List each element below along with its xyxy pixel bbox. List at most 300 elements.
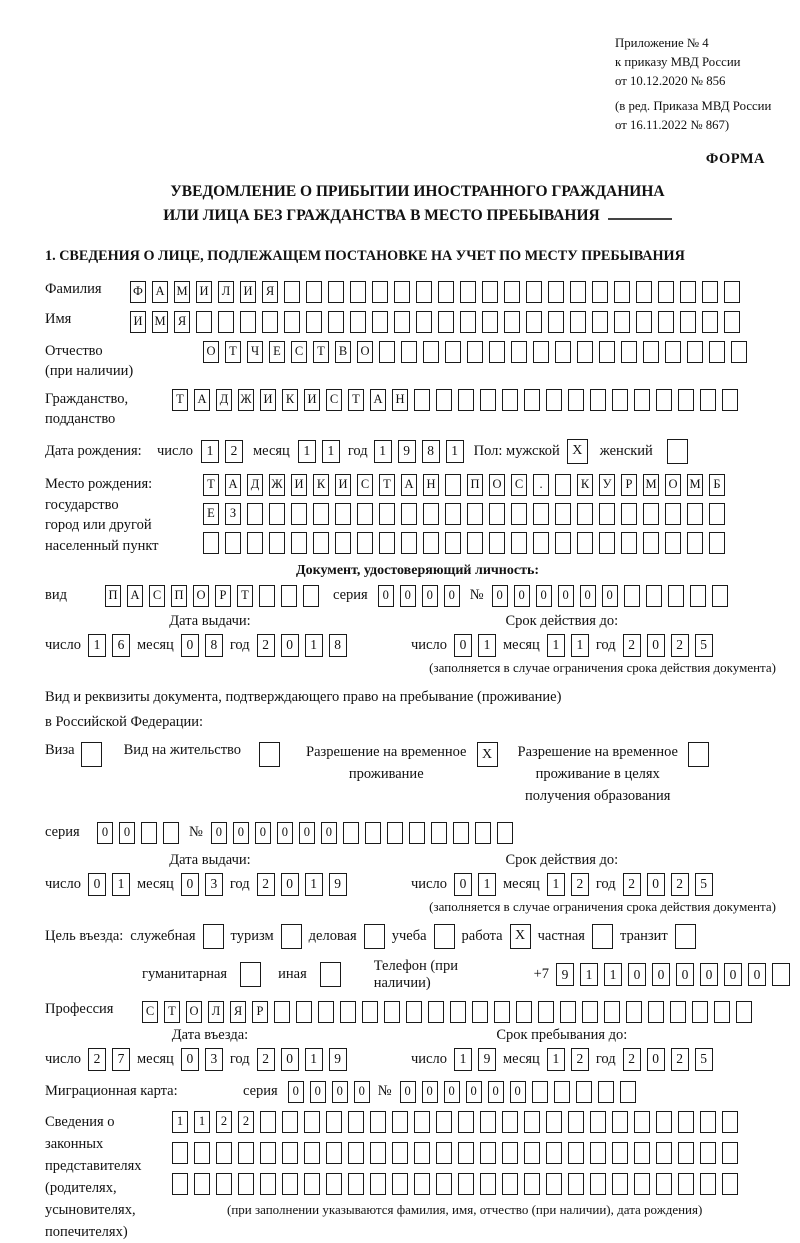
char-cell[interactable] (480, 389, 496, 411)
char-cell[interactable] (700, 1173, 716, 1195)
char-cell[interactable]: Т (164, 1001, 180, 1023)
char-cell[interactable]: 0 (514, 585, 530, 607)
char-cell[interactable]: 0 (466, 1081, 482, 1103)
char-cell[interactable] (416, 311, 432, 333)
char-cell[interactable]: Т (237, 585, 253, 607)
char-cell[interactable]: М (687, 474, 703, 496)
char-cell[interactable] (458, 389, 474, 411)
char-cell[interactable] (502, 1142, 518, 1164)
char-cell[interactable] (392, 1111, 408, 1133)
char-cell[interactable] (431, 822, 447, 844)
char-cell[interactable] (458, 1111, 474, 1133)
char-cell[interactable]: И (335, 474, 351, 496)
char-cell[interactable] (656, 1111, 672, 1133)
char-cell[interactable]: 0 (354, 1081, 370, 1103)
char-cell[interactable] (489, 341, 505, 363)
char-cell[interactable]: 1 (446, 440, 464, 463)
char-cell[interactable] (524, 389, 540, 411)
char-cell[interactable]: 9 (478, 1048, 496, 1071)
char-cell[interactable] (624, 585, 640, 607)
char-cell[interactable] (690, 585, 706, 607)
purpose-tourism-checkbox[interactable] (281, 924, 302, 949)
char-cell[interactable] (414, 1142, 430, 1164)
char-cell[interactable]: 1 (571, 634, 589, 657)
char-cell[interactable]: Р (252, 1001, 268, 1023)
char-cell[interactable] (172, 1142, 188, 1164)
char-cell[interactable]: А (225, 474, 241, 496)
char-cell[interactable] (700, 389, 716, 411)
char-cell[interactable] (502, 1173, 518, 1195)
char-cell[interactable] (599, 341, 615, 363)
char-cell[interactable] (348, 1111, 364, 1133)
char-cell[interactable] (538, 1001, 554, 1023)
char-cell[interactable]: 0 (724, 963, 742, 986)
char-cell[interactable] (370, 1173, 386, 1195)
char-cell[interactable]: 7 (112, 1048, 130, 1071)
char-cell[interactable] (348, 1173, 364, 1195)
char-cell[interactable] (511, 341, 527, 363)
char-cell[interactable] (296, 1001, 312, 1023)
char-cell[interactable]: Т (348, 389, 364, 411)
char-cell[interactable] (260, 1173, 276, 1195)
char-cell[interactable]: 2 (225, 440, 243, 463)
char-cell[interactable] (502, 389, 518, 411)
char-cell[interactable]: Ф (130, 281, 146, 303)
char-cell[interactable] (401, 503, 417, 525)
char-cell[interactable]: 1 (478, 634, 496, 657)
char-cell[interactable] (555, 532, 571, 554)
char-cell[interactable]: 1 (478, 873, 496, 896)
char-cell[interactable]: 1 (305, 1048, 323, 1071)
char-cell[interactable]: Н (423, 474, 439, 496)
char-cell[interactable] (634, 1142, 650, 1164)
char-cell[interactable] (546, 389, 562, 411)
char-cell[interactable]: С (326, 389, 342, 411)
char-cell[interactable] (362, 1001, 378, 1023)
char-cell[interactable]: А (401, 474, 417, 496)
char-cell[interactable]: З (225, 503, 241, 525)
char-cell[interactable]: Т (225, 341, 241, 363)
char-cell[interactable] (598, 1081, 614, 1103)
char-cell[interactable] (577, 503, 593, 525)
char-cell[interactable] (467, 341, 483, 363)
char-cell[interactable] (592, 281, 608, 303)
char-cell[interactable] (194, 1173, 210, 1195)
char-cell[interactable] (163, 822, 179, 844)
char-cell[interactable]: Р (215, 585, 231, 607)
char-cell[interactable] (643, 341, 659, 363)
char-cell[interactable]: 2 (623, 873, 641, 896)
char-cell[interactable]: Р (621, 474, 637, 496)
char-cell[interactable] (282, 1173, 298, 1195)
char-cell[interactable] (262, 311, 278, 333)
char-cell[interactable] (379, 341, 395, 363)
purpose-transit-checkbox[interactable] (675, 924, 696, 949)
char-cell[interactable] (348, 1142, 364, 1164)
char-cell[interactable]: П (467, 474, 483, 496)
char-cell[interactable]: 9 (556, 963, 574, 986)
char-cell[interactable] (702, 281, 718, 303)
char-cell[interactable] (709, 532, 725, 554)
char-cell[interactable]: 1 (305, 873, 323, 896)
char-cell[interactable] (678, 1142, 694, 1164)
char-cell[interactable] (665, 532, 681, 554)
char-cell[interactable] (656, 389, 672, 411)
char-cell[interactable] (656, 1142, 672, 1164)
char-cell[interactable] (599, 532, 615, 554)
char-cell[interactable] (712, 585, 728, 607)
char-cell[interactable]: Е (203, 503, 219, 525)
char-cell[interactable] (504, 281, 520, 303)
char-cell[interactable]: 1 (298, 440, 316, 463)
char-cell[interactable] (392, 1142, 408, 1164)
char-cell[interactable] (612, 1142, 628, 1164)
char-cell[interactable] (269, 503, 285, 525)
char-cell[interactable] (634, 1173, 650, 1195)
char-cell[interactable] (568, 1173, 584, 1195)
char-cell[interactable]: 1 (547, 873, 565, 896)
char-cell[interactable]: Л (208, 1001, 224, 1023)
char-cell[interactable] (604, 1001, 620, 1023)
char-cell[interactable] (724, 281, 740, 303)
char-cell[interactable] (372, 311, 388, 333)
char-cell[interactable]: В (335, 341, 351, 363)
char-cell[interactable] (313, 532, 329, 554)
char-cell[interactable]: 0 (454, 873, 472, 896)
char-cell[interactable]: И (130, 311, 146, 333)
char-cell[interactable]: 0 (444, 1081, 460, 1103)
visa-checkbox[interactable] (81, 742, 102, 767)
char-cell[interactable] (406, 1001, 422, 1023)
char-cell[interactable] (291, 503, 307, 525)
char-cell[interactable]: Д (216, 389, 232, 411)
char-cell[interactable] (458, 1142, 474, 1164)
char-cell[interactable] (577, 532, 593, 554)
char-cell[interactable]: У (599, 474, 615, 496)
char-cell[interactable]: 6 (112, 634, 130, 657)
char-cell[interactable] (524, 1173, 540, 1195)
char-cell[interactable] (247, 532, 263, 554)
char-cell[interactable] (577, 341, 593, 363)
char-cell[interactable] (365, 822, 381, 844)
char-cell[interactable] (678, 389, 694, 411)
char-cell[interactable]: 2 (88, 1048, 106, 1071)
char-cell[interactable]: Е (269, 341, 285, 363)
char-cell[interactable] (291, 532, 307, 554)
purpose-humanitarian-checkbox[interactable] (240, 962, 261, 987)
char-cell[interactable] (284, 311, 300, 333)
char-cell[interactable]: О (186, 1001, 202, 1023)
char-cell[interactable]: 0 (647, 634, 665, 657)
char-cell[interactable] (724, 311, 740, 333)
char-cell[interactable] (592, 311, 608, 333)
char-cell[interactable] (384, 1001, 400, 1023)
char-cell[interactable]: 3 (205, 1048, 223, 1071)
char-cell[interactable]: 0 (88, 873, 106, 896)
purpose-business-checkbox[interactable] (364, 924, 385, 949)
char-cell[interactable]: 8 (329, 634, 347, 657)
char-cell[interactable]: 0 (676, 963, 694, 986)
char-cell[interactable] (554, 1081, 570, 1103)
char-cell[interactable] (467, 532, 483, 554)
char-cell[interactable] (576, 1081, 592, 1103)
char-cell[interactable]: С (511, 474, 527, 496)
char-cell[interactable]: 5 (695, 873, 713, 896)
char-cell[interactable]: Я (174, 311, 190, 333)
char-cell[interactable]: 1 (547, 1048, 565, 1071)
char-cell[interactable]: Т (172, 389, 188, 411)
char-cell[interactable] (218, 311, 234, 333)
char-cell[interactable] (480, 1111, 496, 1133)
char-cell[interactable] (141, 822, 157, 844)
char-cell[interactable] (614, 311, 630, 333)
char-cell[interactable] (194, 1142, 210, 1164)
char-cell[interactable] (620, 1081, 636, 1103)
char-cell[interactable]: 0 (378, 585, 394, 607)
char-cell[interactable] (722, 1173, 738, 1195)
char-cell[interactable] (172, 1173, 188, 1195)
char-cell[interactable] (582, 1001, 598, 1023)
purpose-study-checkbox[interactable] (434, 924, 455, 949)
char-cell[interactable]: К (282, 389, 298, 411)
char-cell[interactable]: Т (379, 474, 395, 496)
char-cell[interactable] (260, 1142, 276, 1164)
char-cell[interactable]: Я (230, 1001, 246, 1023)
char-cell[interactable] (387, 822, 403, 844)
char-cell[interactable]: 0 (422, 1081, 438, 1103)
char-cell[interactable] (494, 1001, 510, 1023)
char-cell[interactable] (722, 1142, 738, 1164)
char-cell[interactable]: Т (313, 341, 329, 363)
char-cell[interactable] (646, 585, 662, 607)
char-cell[interactable]: 0 (181, 1048, 199, 1071)
char-cell[interactable]: 0 (444, 585, 460, 607)
char-cell[interactable]: 0 (181, 873, 199, 896)
char-cell[interactable] (453, 822, 469, 844)
char-cell[interactable]: 1 (112, 873, 130, 896)
residence-permit-checkbox[interactable] (259, 742, 280, 767)
char-cell[interactable]: 2 (257, 634, 275, 657)
char-cell[interactable] (670, 1001, 686, 1023)
char-cell[interactable]: О (203, 341, 219, 363)
char-cell[interactable]: 0 (97, 822, 113, 844)
char-cell[interactable]: 2 (257, 1048, 275, 1071)
char-cell[interactable] (548, 311, 564, 333)
char-cell[interactable]: 0 (488, 1081, 504, 1103)
char-cell[interactable] (480, 1142, 496, 1164)
char-cell[interactable] (438, 311, 454, 333)
char-cell[interactable]: П (171, 585, 187, 607)
char-cell[interactable] (225, 532, 241, 554)
char-cell[interactable]: С (357, 474, 373, 496)
char-cell[interactable]: 0 (510, 1081, 526, 1103)
char-cell[interactable] (423, 341, 439, 363)
char-cell[interactable]: 0 (400, 585, 416, 607)
char-cell[interactable] (326, 1111, 342, 1133)
char-cell[interactable] (678, 1173, 694, 1195)
char-cell[interactable]: 1 (374, 440, 392, 463)
char-cell[interactable] (445, 474, 461, 496)
char-cell[interactable] (372, 281, 388, 303)
char-cell[interactable] (526, 311, 542, 333)
char-cell[interactable]: 1 (547, 634, 565, 657)
char-cell[interactable]: 9 (329, 873, 347, 896)
char-cell[interactable]: П (105, 585, 121, 607)
char-cell[interactable] (678, 1111, 694, 1133)
char-cell[interactable]: . (533, 474, 549, 496)
char-cell[interactable] (326, 1142, 342, 1164)
char-cell[interactable] (648, 1001, 664, 1023)
char-cell[interactable]: Н (392, 389, 408, 411)
char-cell[interactable]: А (194, 389, 210, 411)
char-cell[interactable] (379, 503, 395, 525)
char-cell[interactable] (472, 1001, 488, 1023)
char-cell[interactable]: 9 (329, 1048, 347, 1071)
char-cell[interactable]: 1 (194, 1111, 210, 1133)
char-cell[interactable] (306, 311, 322, 333)
char-cell[interactable] (196, 311, 212, 333)
char-cell[interactable]: С (142, 1001, 158, 1023)
char-cell[interactable] (350, 311, 366, 333)
char-cell[interactable] (480, 1173, 496, 1195)
char-cell[interactable] (357, 532, 373, 554)
char-cell[interactable]: 0 (748, 963, 766, 986)
char-cell[interactable] (340, 1001, 356, 1023)
char-cell[interactable] (423, 503, 439, 525)
char-cell[interactable] (511, 503, 527, 525)
char-cell[interactable] (570, 311, 586, 333)
char-cell[interactable] (313, 503, 329, 525)
char-cell[interactable] (414, 1173, 430, 1195)
char-cell[interactable] (502, 1111, 518, 1133)
char-cell[interactable] (304, 1173, 320, 1195)
char-cell[interactable] (274, 1001, 290, 1023)
char-cell[interactable]: 0 (211, 822, 227, 844)
char-cell[interactable]: 1 (322, 440, 340, 463)
char-cell[interactable]: 0 (700, 963, 718, 986)
char-cell[interactable] (546, 1111, 562, 1133)
purpose-private-checkbox[interactable] (592, 924, 613, 949)
char-cell[interactable]: 0 (602, 585, 618, 607)
char-cell[interactable] (282, 1111, 298, 1133)
edu-residence-checkbox[interactable] (688, 742, 709, 767)
char-cell[interactable] (436, 389, 452, 411)
char-cell[interactable] (370, 1142, 386, 1164)
char-cell[interactable] (634, 1111, 650, 1133)
char-cell[interactable] (692, 1001, 708, 1023)
char-cell[interactable]: 0 (647, 1048, 665, 1071)
char-cell[interactable] (555, 474, 571, 496)
char-cell[interactable] (306, 281, 322, 303)
char-cell[interactable]: 2 (623, 634, 641, 657)
char-cell[interactable] (700, 1111, 716, 1133)
char-cell[interactable] (634, 389, 650, 411)
char-cell[interactable] (665, 503, 681, 525)
char-cell[interactable] (621, 341, 637, 363)
char-cell[interactable] (687, 341, 703, 363)
char-cell[interactable] (590, 1173, 606, 1195)
char-cell[interactable]: М (152, 311, 168, 333)
char-cell[interactable]: 1 (88, 634, 106, 657)
char-cell[interactable]: 5 (695, 634, 713, 657)
char-cell[interactable]: 2 (238, 1111, 254, 1133)
char-cell[interactable] (445, 532, 461, 554)
char-cell[interactable] (409, 822, 425, 844)
char-cell[interactable]: М (643, 474, 659, 496)
char-cell[interactable]: О (193, 585, 209, 607)
char-cell[interactable] (614, 281, 630, 303)
char-cell[interactable]: О (357, 341, 373, 363)
char-cell[interactable] (489, 532, 505, 554)
char-cell[interactable] (680, 281, 696, 303)
char-cell[interactable]: И (196, 281, 212, 303)
char-cell[interactable] (570, 281, 586, 303)
char-cell[interactable] (436, 1111, 452, 1133)
char-cell[interactable]: 2 (571, 873, 589, 896)
char-cell[interactable] (714, 1001, 730, 1023)
char-cell[interactable] (709, 503, 725, 525)
char-cell[interactable] (516, 1001, 532, 1023)
char-cell[interactable] (612, 1111, 628, 1133)
char-cell[interactable]: 0 (536, 585, 552, 607)
char-cell[interactable]: 0 (288, 1081, 304, 1103)
char-cell[interactable] (269, 532, 285, 554)
purpose-work-checkbox[interactable]: X (510, 924, 531, 949)
char-cell[interactable]: А (152, 281, 168, 303)
char-cell[interactable]: 0 (628, 963, 646, 986)
char-cell[interactable] (504, 311, 520, 333)
char-cell[interactable] (590, 1142, 606, 1164)
char-cell[interactable]: Л (218, 281, 234, 303)
char-cell[interactable]: О (665, 474, 681, 496)
char-cell[interactable] (394, 281, 410, 303)
char-cell[interactable] (357, 503, 373, 525)
char-cell[interactable]: 0 (332, 1081, 348, 1103)
char-cell[interactable] (612, 1173, 628, 1195)
purpose-other-checkbox[interactable] (320, 962, 341, 987)
sex-male-checkbox[interactable]: X (567, 439, 588, 464)
char-cell[interactable]: Д (247, 474, 263, 496)
char-cell[interactable] (482, 281, 498, 303)
char-cell[interactable] (423, 532, 439, 554)
char-cell[interactable] (702, 311, 718, 333)
char-cell[interactable] (532, 1081, 548, 1103)
char-cell[interactable]: А (370, 389, 386, 411)
char-cell[interactable] (656, 1173, 672, 1195)
char-cell[interactable] (328, 281, 344, 303)
char-cell[interactable]: Ч (247, 341, 263, 363)
char-cell[interactable] (379, 532, 395, 554)
char-cell[interactable] (497, 822, 513, 844)
char-cell[interactable] (687, 532, 703, 554)
char-cell[interactable]: 0 (255, 822, 271, 844)
char-cell[interactable]: 2 (571, 1048, 589, 1071)
char-cell[interactable]: 0 (558, 585, 574, 607)
char-cell[interactable] (533, 341, 549, 363)
char-cell[interactable]: 3 (205, 873, 223, 896)
char-cell[interactable] (658, 281, 674, 303)
char-cell[interactable]: 0 (310, 1081, 326, 1103)
char-cell[interactable] (555, 341, 571, 363)
char-cell[interactable]: 1 (201, 440, 219, 463)
char-cell[interactable] (282, 1142, 298, 1164)
char-cell[interactable] (526, 281, 542, 303)
char-cell[interactable] (304, 1142, 320, 1164)
char-cell[interactable]: С (149, 585, 165, 607)
char-cell[interactable] (436, 1173, 452, 1195)
char-cell[interactable] (700, 1142, 716, 1164)
char-cell[interactable] (722, 1111, 738, 1133)
